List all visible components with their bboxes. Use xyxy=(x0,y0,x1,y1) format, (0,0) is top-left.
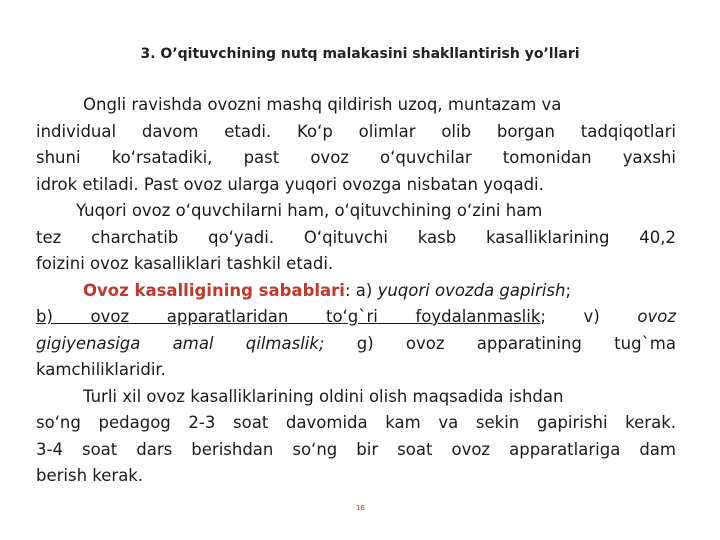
text-line: 3-4 soat dars berishdan so‘ng bir soat ovoz apparatlariga dam xyxy=(36,439,676,459)
text-line: tez charchatib qo‘yadi. O‘qituvchi kasb kasalliklarining 40,2 xyxy=(36,227,676,247)
causes-line-v xyxy=(36,331,676,358)
causes-line-b xyxy=(36,304,676,331)
cause-a-end: ; xyxy=(565,280,572,300)
cause-a: yuqori ovozda gapirish xyxy=(377,280,566,300)
text-line: Ongli ravishda ovozni mashq qildirish uzoq, muntazam va xyxy=(83,95,562,114)
text-line: berish kerak. xyxy=(36,466,144,485)
cause-v-start: ovoz xyxy=(637,307,676,326)
text-line: individual davom etadi. Ko‘p olimlar olib borgan tadqiqotlari xyxy=(36,121,676,141)
text-line: foizini ovoz kasalliklari tashkil etadi. xyxy=(36,254,334,273)
cause-v: gigiyenasiga amal qilmaslik; xyxy=(36,333,325,353)
causes-colon: : a) xyxy=(344,280,378,300)
cause-g: g) ovoz apparatining tug`ma xyxy=(324,333,676,353)
cause-sep: ; v) xyxy=(540,307,638,326)
text-line: so‘ng pedagog 2-3 soat davomida kam va sekin gapirishi kerak. xyxy=(36,413,676,432)
page-number: 16 xyxy=(356,504,365,512)
text-line: Yuqori ovoz o‘quvchilarni ham, o‘qituvchining o‘zini ham xyxy=(76,201,543,220)
causes-heading: Ovoz kasalligining sabablari xyxy=(83,280,345,300)
cause-b: b) ovoz apparatlaridan to‘g`ri foydalanmaslik xyxy=(36,307,541,326)
text-line: shuni ko‘rsatadiki, past ovoz o‘quvchilar tomonidan yaxshi xyxy=(36,148,676,167)
text-line: Turli xil ovoz kasalliklarining oldini olish maqsadida ishdan xyxy=(83,386,564,406)
text-line: kamchiliklaridir. xyxy=(36,360,166,379)
text-line: idrok etiladi. Past ovoz ularga yuqori ovozga nisbatan yoqadi. xyxy=(36,174,544,194)
slide-title: 3. O’qituvchining nutq malakasini shakllantirish yo’llari xyxy=(140,46,580,62)
slide-body xyxy=(36,92,676,490)
causes-line xyxy=(36,278,676,305)
